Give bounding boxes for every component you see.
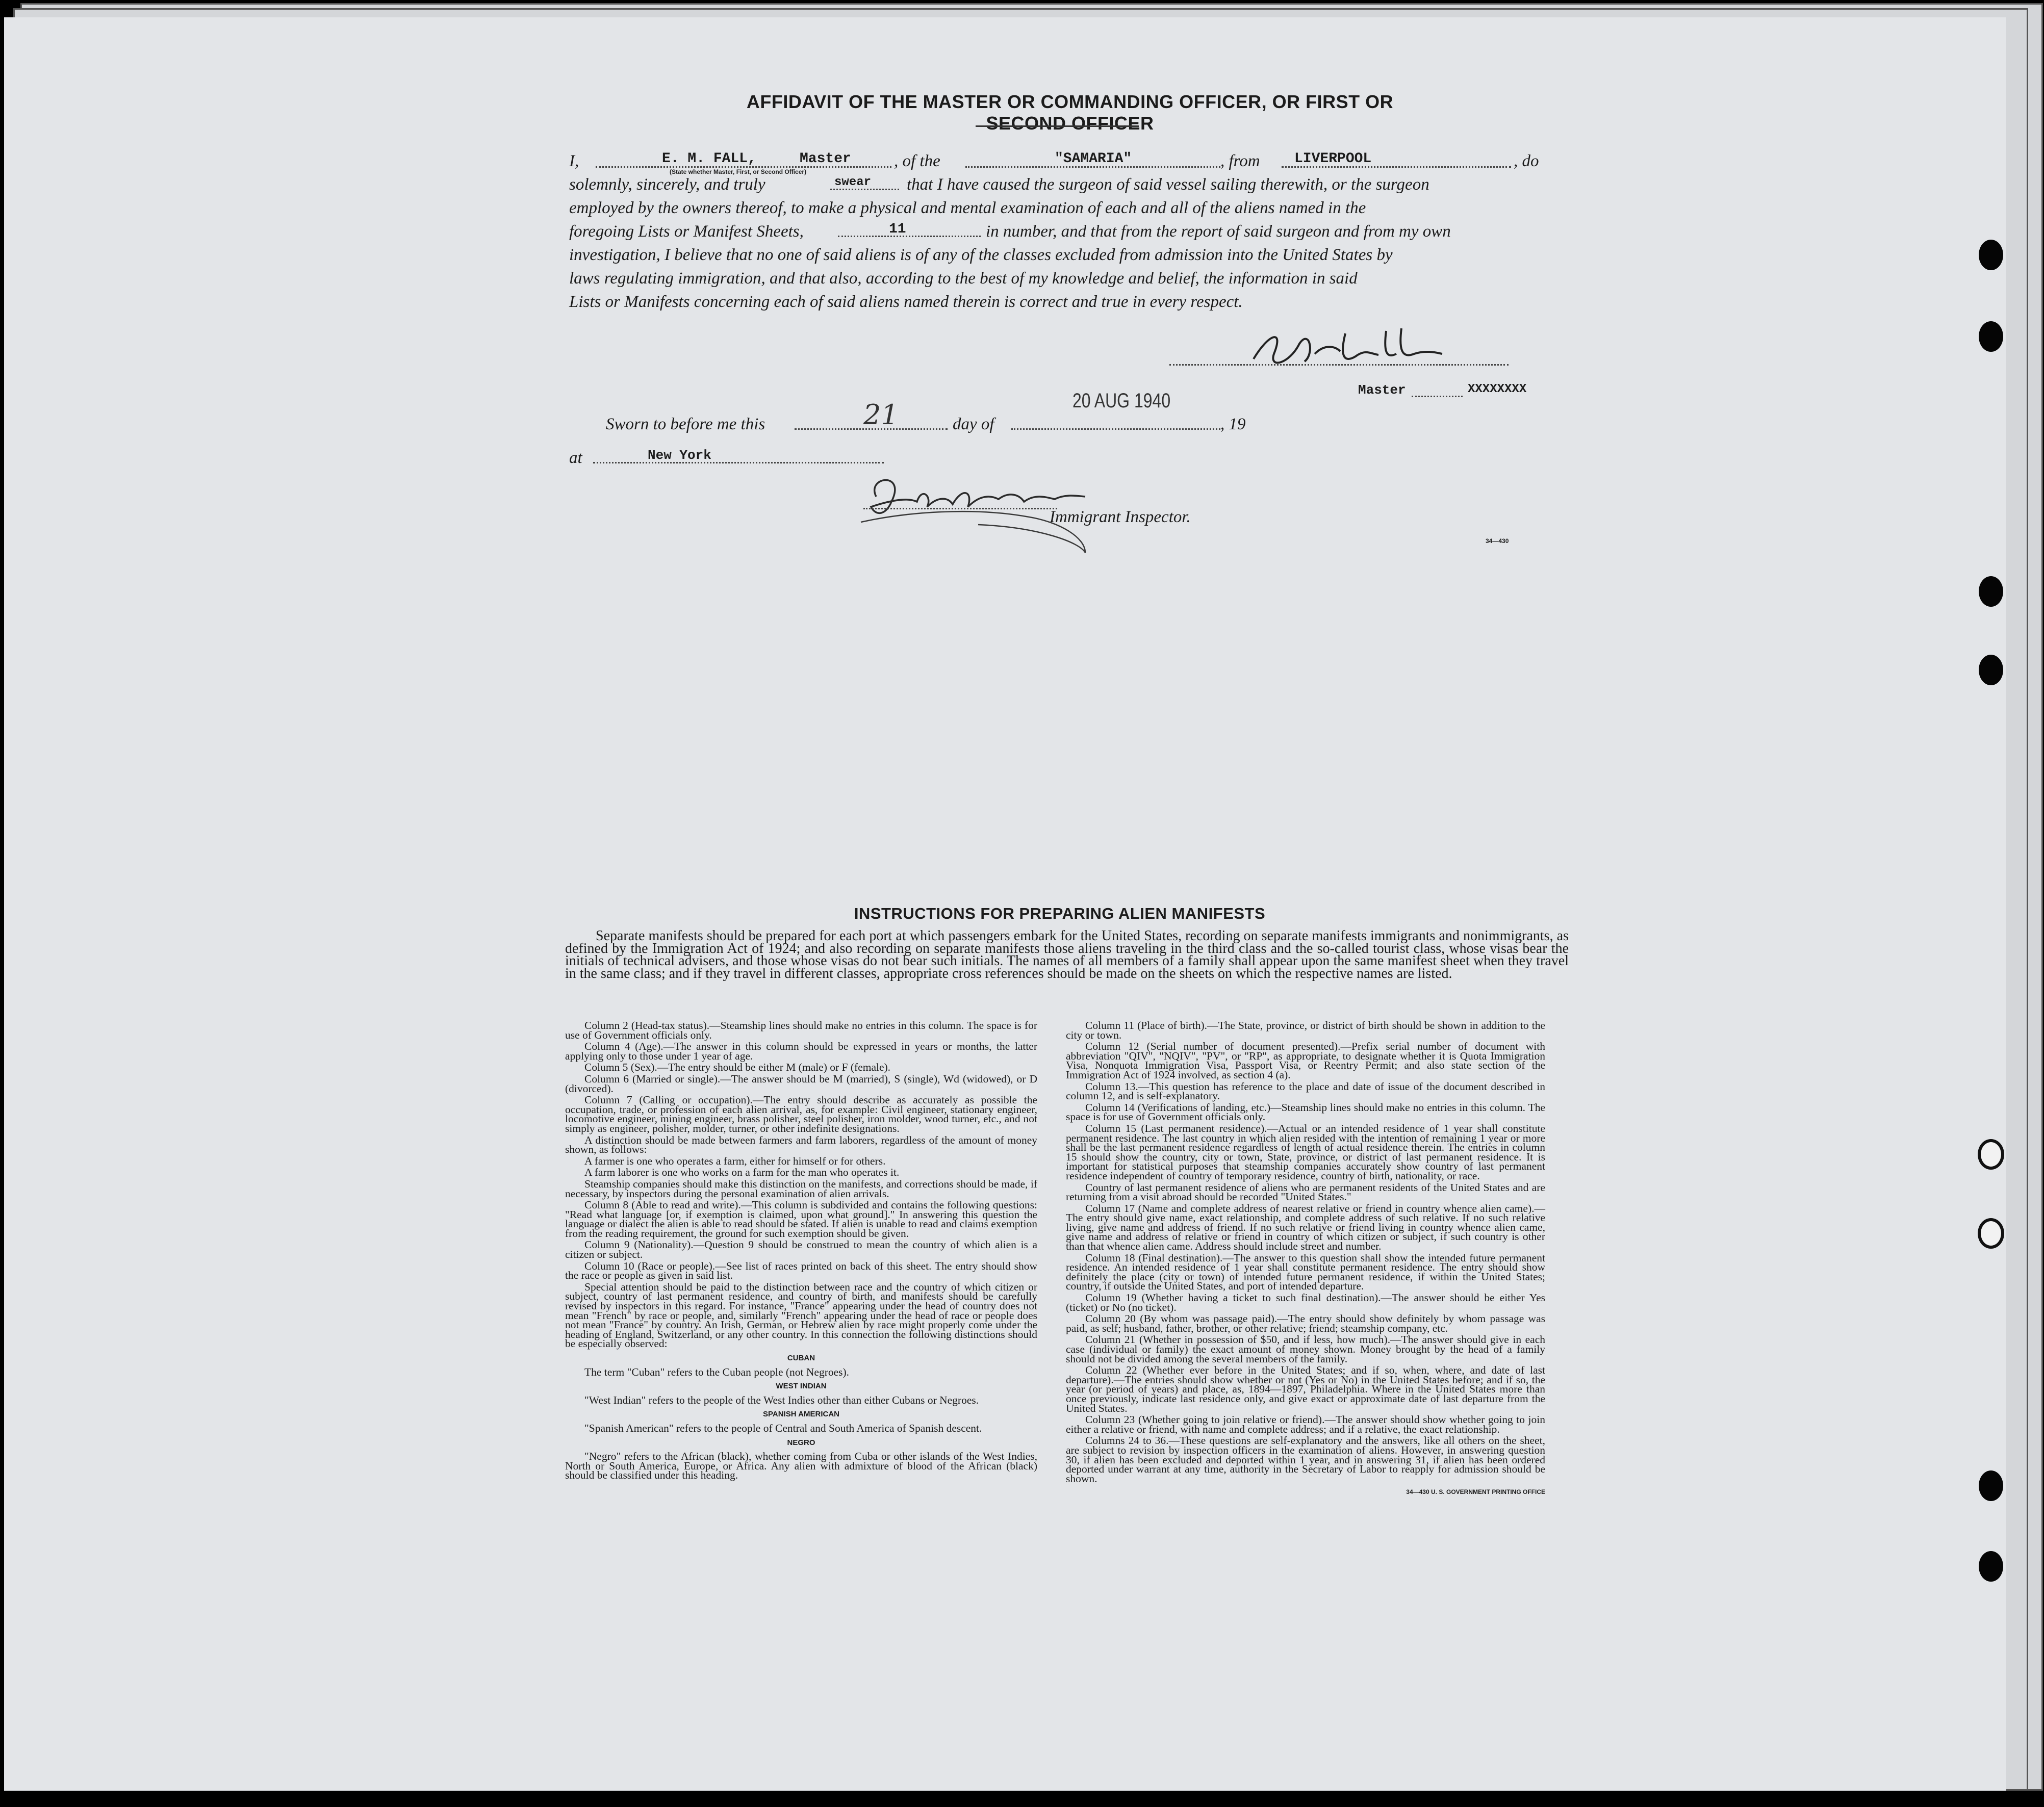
inspector-title: Immigrant Inspector.: [1050, 508, 1191, 526]
col15-note: Column 15 (Last permanent residence).—Actual or an intended residence of 1 year shall constitute permanent residence. The last country in which alien resided with the intention of remaining 1 year or more shall be the last permanent residence regardless of length of actual residence therein. The entries in column 15 should show the country, city or town, State, province, or district of last permanent residence. It is important for statistical purposes that steamship companies accurately show country of last permanent residence independent of country of temporary residence, country of birth, nationality, or race.: [1066, 1122, 1545, 1182]
binder-hole: [1979, 576, 2003, 607]
negro-def: "Negro" refers to the African (black), whether coming from Cuba or other islands of the West Indies, North or South America, Europe, or Africa. Any alien with admixture of blood of the African (black) should be classified under this heading.: [565, 1450, 1037, 1482]
word-from: , from: [1220, 152, 1260, 170]
binder-hole: [1978, 1139, 2004, 1170]
instructions-right-column: [1066, 1021, 1545, 1499]
struck-title: XXXXXXXX: [1468, 382, 1527, 396]
col19-note: Column 19 (Whether having a ticket to such final destination).—The answer should be either Yes (ticket) or No (no ticket).: [1066, 1292, 1545, 1313]
rank-note: (State whether Master, First, or Second Officer): [670, 168, 807, 175]
col14-note: Column 14 (Verifications of landing, etc.)—Steamship lines should make no entries in this column. The space is for use of Government officials only.: [1066, 1101, 1545, 1123]
col18-note: Column 18 (Final destination).—The answer to this question shall show the intended future permanent residence. An intended residence of 1 year shall constitute permanent residence. The entry should show definitely the place (city or town) of intended future permanent residence, if within the United States; country, if outside the United States, and port of intended departure.: [1066, 1251, 1545, 1293]
us-residence-note: Country of last permanent residence of aliens who are permanent residents of the United States and are returning from a visit abroad should be recorded "United States.": [1066, 1181, 1545, 1203]
instructions-intro: Separate manifests should be prepared for each port at which passengers embark for the United States, recording on separate manifests immigrants and nonimmigrants, as defined by the Immigration Act of 1924; and also recording on separate manifests those aliens traveling in the third class and the so-called tourist class, whose visas bear the initials of technical advisers, and those whose visas do not bear such initials. The names of all members of a family shall appear upon the same manifest sheet when they travel in the same class; and if they travel in different classes, appropriate cross references should be made on the sheets on which the respective names are listed.: [565, 928, 1569, 982]
sworn-text: Sworn to before me this: [606, 415, 765, 433]
year-prefix: , 19: [1220, 415, 1246, 433]
col5-note: Column 5 (Sex).—The entry should be either M (male) or F (female).: [584, 1061, 891, 1074]
date-stamp: 20 AUG 1940: [1072, 390, 1171, 412]
col24-36-note: Columns 24 to 36.—These questions are self-explanatory and the answers, like all others on the sheet, are subject to revision by inspection officers in the examination of aliens. However, in answering question 30, if alien has been excluded and deported within 1 year, and in answering 31, if alien has been ordered deported under warrant at any time, authority in the Secretary of Labor to reapply for admission should be shown.: [1066, 1434, 1545, 1485]
day-number: 21: [863, 399, 899, 431]
officer-rank: Master: [800, 151, 851, 167]
vessel-name: "SAMARIA": [1055, 151, 1132, 167]
departure-port: LIVERPOOL: [1294, 151, 1372, 167]
place-line: [593, 462, 884, 463]
affidavit-title: AFFIDAVIT OF THE MASTER OR COMMANDING OFFICER, OR FIRST OR SECOND OFFICER: [746, 91, 1394, 134]
affidavit-line-4b: in number, and that from the report of said surgeon and from my own: [986, 222, 1451, 241]
affidavit-line-3: employed by the owners thereof, to make a physical and mental examination of each and all of the aliens named in the: [569, 199, 1366, 217]
binder-hole: [1979, 1470, 2003, 1501]
form-number: 34—430: [1486, 537, 1509, 545]
col22-note: Column 22 (Whether ever before in the United States; and if so, when, where, and date of last departure).—The entries should show whether or not (Yes or No) in the United States before; and if so, the year (or period of years) and place, as, 1894—1897, Philadelphia. Where in the United States more than once previously, indicate last residence only, and give exact or approximate date of last departure from the United States.: [1066, 1364, 1545, 1414]
col10-note: Column 10 (Race or people).—See list of races printed on back of this sheet. The entry should show the race or people as given in said list.: [565, 1259, 1037, 1282]
binder-hole: [1979, 240, 2003, 270]
col11-note: Column 11 (Place of birth).—The State, province, or district of birth should be shown in addition to the city or town.: [1066, 1019, 1545, 1041]
sheet-count: 11: [889, 221, 906, 237]
word-i: I,: [569, 152, 579, 170]
master-signature: [1238, 323, 1452, 379]
officer-name: E. M. FALL,: [662, 151, 756, 167]
heading-west-indian: WEST INDIAN: [776, 1382, 827, 1391]
affidavit-line-6: laws regulating immigration, and that also, according to the best of my knowledge and belief, the information in said: [569, 269, 1358, 288]
word-do: , do: [1514, 152, 1539, 170]
col21-note: Column 21 (Whether in possession of $50, and if less, how much).—The answer should give in each case (individual or family) the exact amount of money shown. Money brought by the head of a family should not be divided among the several members of the family.: [1066, 1333, 1545, 1365]
title-divider: [976, 125, 1139, 127]
binder-hole: [1978, 1218, 2004, 1249]
col8-note: Column 8 (Able to read and write).—This column is subdivided and contains the following questions: "Read what language [or, if exemption is claimed, upon what ground]." In answering this question the language or dialect the alien is able to read should be stated. If alien is unable to read and claims exemption from the reading requirement, the ground for such exemption should be given.: [565, 1199, 1037, 1240]
col13-note: Column 13.—This question has reference to the place and date of issue of the document described in column 12, and is self-explanatory.: [1066, 1080, 1545, 1102]
spanish-american-def: "Spanish American" refers to the people of Central and South America of Spanish descent.: [584, 1422, 982, 1434]
col20-note: Column 20 (By whom was passage paid).—The entry should show definitely by whom passage was paid, as self; husband, father, brother, or other relative; friend; steamship company, etc.: [1066, 1312, 1545, 1334]
heading-cuban: CUBAN: [787, 1354, 815, 1362]
binder-hole: [1979, 655, 2003, 685]
date-line: [1011, 428, 1220, 430]
binder-hole: [1979, 321, 2003, 352]
day-of-text: day of: [953, 415, 994, 433]
col12-note: Column 12 (Serial number of document presented).—Prefix serial number of document with abbreviation "QIV", "NQIV", "PV", or "RP", as appropriate, to designate whether it is Quota Immigration Visa, Nonquota Immigration Visa, Passport Visa, or Reentry Permit; and also state section of the Immigration Act of 1924 involved, as section 4 (a).: [1066, 1040, 1545, 1081]
signer-title-line: [1412, 396, 1463, 397]
inspector-line: [863, 508, 1057, 509]
instructions-title: INSTRUCTIONS FOR PREPARING ALIEN MANIFESTS: [854, 905, 1266, 922]
instructions-left-column: [565, 1021, 1037, 1482]
col4-note: Column 4 (Age).—The answer in this column should be expressed in years or months, the latter applying only to those under 1 year of age.: [565, 1040, 1037, 1062]
steamship-note: Steamship companies should make this distinction on the manifests, and corrections should be made, if necessary, by inspectors during the personal examination of alien arrivals.: [565, 1177, 1037, 1200]
sworn-place: New York: [648, 448, 711, 463]
word-of-the: , of the: [894, 152, 940, 170]
col2-note: Column 2 (Head-tax status).—Steamship lines should make no entries in this column. The space is for use of Government officials only.: [565, 1019, 1037, 1041]
affidavit-line-2b: that I have caused the surgeon of said vessel sailing therewith, or the surgeon: [907, 175, 1429, 194]
col17-note: Column 17 (Name and complete address of nearest relative or friend in country whence alien came).—The entry should give name, exact relationship, and complete address of such relative. If no such relative living, give name and address of friend. If no such relative or friend living in country whence alien came, give name and address of relative or friend in country of which citizen or subject, if such country is other than that whence alien came. Address should include street and number.: [1066, 1202, 1545, 1253]
race-distinction: Special attention should be paid to the distinction between race and the country of which citizen or subject, country of last permanent residence, and country of birth, and manifests should be carefully revised by inspectors in this regard. For instance, "France" appearing under the head of country does not mean "French" by race or people, and, similarly "French" appearing under the head of race or people does not mean "France" by country. An Irish, German, or Hebrew alien by race might properly come under the heading of England, Switzerland, or any other country. In this connection the following distinctions should be especially observed:: [565, 1280, 1037, 1350]
affidavit-line-5: investigation, I believe that no one of said aliens is of any of the classes excluded from admission into the United States by: [569, 246, 1393, 264]
affidavit-line-2a: solemnly, sincerely, and truly: [569, 175, 765, 194]
signature-line: [1169, 364, 1509, 366]
col7-note: Column 7 (Calling or occupation).—The entry should describe as accurately as possible the occupation, trade, or profession of each alien arrival, as, for example: Civil engineer, stationary engineer, locomotive engineer, mining engineer, brass polisher, steel polisher, iron molder, wood turner, etc., and not simply as engineer, polisher, molder, turner, or other indefinite designations.: [565, 1094, 1037, 1134]
affidavit-line-4a: foregoing Lists or Manifest Sheets,: [569, 222, 804, 241]
swear-word: swear: [834, 175, 872, 189]
col6-note: Column 6 (Married or single).—The answer should be M (married), S (single), Wd (widowed), or D (divorced).: [565, 1072, 1037, 1095]
farmer-def: A farmer is one who operates a farm, either for himself or for others.: [584, 1154, 886, 1167]
binder-hole: [1979, 1551, 2003, 1582]
col9-note: Column 9 (Nationality).—Question 9 should be construed to mean the country of which alien is a citizen or subject.: [565, 1238, 1037, 1261]
farm-laborer-def: A farm laborer is one who works on a farm for the man who operates it.: [584, 1166, 900, 1179]
manifest-page: [4, 17, 2006, 1791]
west-indian-def: "West Indian" refers to the people of the West Indies other than either Cubans or Negroes.: [584, 1393, 979, 1406]
col23-note: Column 23 (Whether going to join relative or friend).—The answer should show whether going to join either a relative or friend, with name and complete address; and if a relative, the exact relationship.: [1066, 1413, 1545, 1435]
heading-negro: NEGRO: [787, 1438, 815, 1447]
sheets-line: [838, 236, 981, 237]
affidavit-line-7: Lists or Manifests concerning each of said aliens named therein is correct and true in every respect.: [569, 293, 1243, 311]
farmer-distinction: A distinction should be made between farmers and farm laborers, regardless of the amount of money shown, as follows:: [565, 1133, 1037, 1156]
signer-title: Master: [1358, 382, 1406, 398]
printing-office-footer: 34—430 U. S. GOVERNMENT PRINTING OFFICE: [1406, 1488, 1545, 1496]
at-text: at: [569, 449, 582, 467]
heading-spanish-american: SPANISH AMERICAN: [762, 1410, 839, 1419]
cuban-def: The term "Cuban" refers to the Cuban people (not Negroes).: [584, 1365, 850, 1378]
